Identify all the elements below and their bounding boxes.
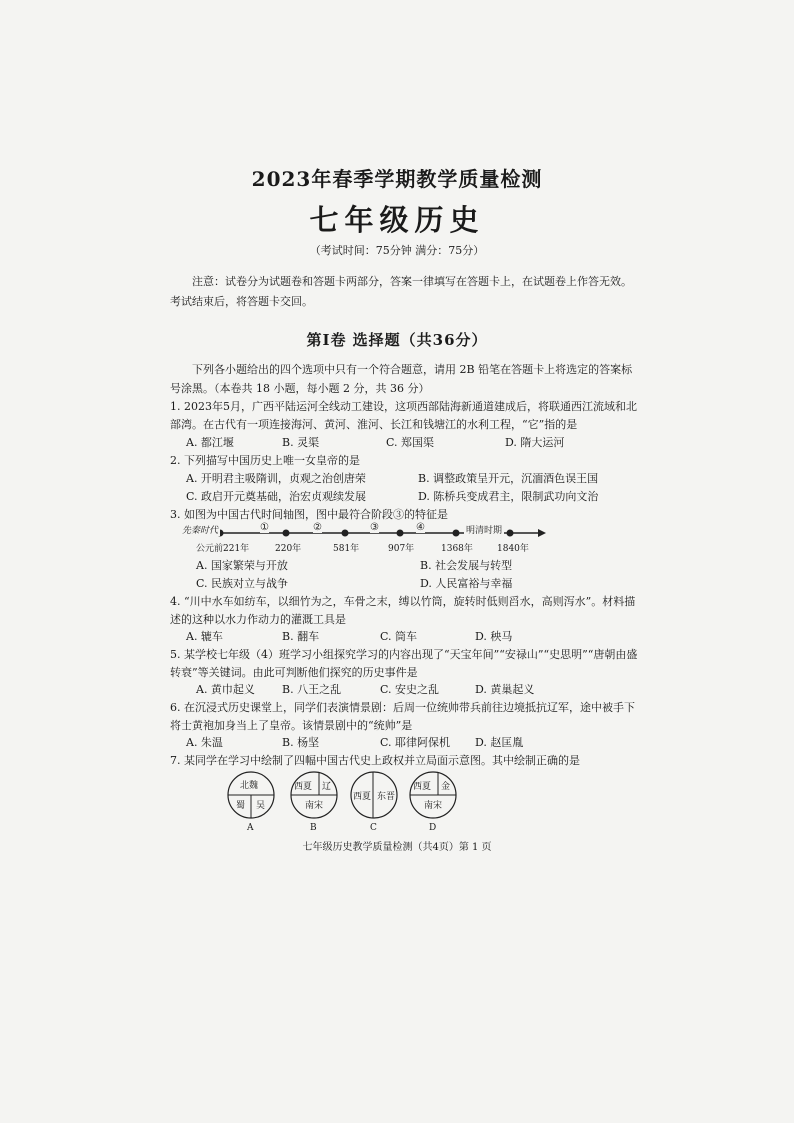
timeline-date-5: 1368年 (441, 544, 473, 554)
timeline-stage-1: ① (260, 522, 269, 533)
question-2-stem: 2. 下列描写中国历史上唯一女皇帝的是 (170, 454, 360, 467)
diagram-b-circle (289, 770, 339, 820)
timeline-stage-2: ② (313, 522, 322, 533)
timeline-stage-4: ④ (416, 522, 425, 533)
question-4-option-b: B. 翻车 (282, 630, 320, 643)
diagram-a-bottom-2: 吴 (256, 801, 266, 811)
question-1-stem: 1. 2023年5月，广西平陆运河全线动工建设，这项西部陆海新通道建成后，将联通西江流域和北部湾。在古代有一项连接海河、黄河、淮河、长江和钱塘江的水利工程，“它”指的是 (170, 400, 637, 431)
question-2-option-d: D. 陈桥兵变成君主，限制武功向文治 (418, 490, 599, 503)
timeline-date-3: 581年 (333, 544, 360, 554)
question-3-option-d: D. 人民富裕与幸福 (420, 577, 513, 590)
question-1-option-a: A. 都江堰 (186, 436, 234, 449)
page-footer: 七年级历史教学质量检测（共4页）第 1 页 (302, 842, 492, 853)
question-3-stem: 3. 如图为中国古代时间轴图，图中最符合阶段③的特征是 (170, 508, 448, 521)
question-4-option-c: C. 筒车 (380, 630, 418, 643)
diagram-c-left: 西夏 (353, 792, 372, 802)
question-3-option-c: C. 民族对立与战争 (196, 577, 289, 590)
timeline-dot-2 (283, 530, 290, 537)
question-3-option-b: B. 社会发展与转型 (420, 559, 513, 572)
timeline-date-6: 1840年 (497, 544, 529, 554)
exam-note: 注意：试卷分为试题卷和答题卡两部分，答案一律填写在答题卡上，在试题卷上作答无效。考试结束后，将答题卡交回。 (170, 275, 632, 308)
question-3-option-a: A. 国家繁荣与开放 (196, 559, 288, 572)
section-instructions: 下列各小题给出的四个选项中只有一个符合题意，请用 2B 铅笔在答题卡上将选定的答案标号涂黑。（本卷共 18 小题，每小题 2 分，共 36 分） (170, 363, 633, 395)
timeline-dot-3 (342, 530, 349, 537)
question-4-option-a: A. 辘车 (186, 630, 223, 643)
question-4-option-d: D. 秧马 (475, 630, 513, 643)
diagram-d-top-2: 金 (441, 782, 451, 792)
question-1-option-d: D. 隋大运河 (505, 436, 565, 449)
question-2-option-c: C. 政启开元奠基础，治宏贞观续发展 (186, 490, 367, 503)
diagram-b-top-1: 西夏 (294, 782, 313, 792)
diagram-d-circle (408, 770, 458, 820)
question-2-option-a: A. 开明君主吸隋训，贞观之治创唐荣 (186, 472, 366, 485)
question-4-stem: 4. “川中水车如纺车，以细竹为之，车骨之末，缚以竹筒，旋转时低则舀水，高则泻水”。材料描述的这种以水力作动力的灌溉工具是 (170, 595, 636, 626)
question-1-option-c: C. 郑国渠 (386, 436, 435, 449)
timeline-date-1: 公元前221年 (196, 544, 250, 554)
timeline-stage-3: ③ (370, 522, 379, 533)
question-7-stem: 7. 某同学在学习中绘制了四幅中国古代史上政权并立局面示意图。其中绘制正确的是 (170, 754, 580, 767)
timeline-date-2: 220年 (275, 544, 302, 554)
diagram-a-top-1: 北魏 (240, 781, 259, 791)
question-6-option-b: B. 杨坚 (282, 736, 320, 749)
question-6-option-c: C. 耶律阿保机 (380, 736, 451, 749)
exam-info: （考试时间：75分钟 满分：75分） (309, 244, 485, 257)
diagram-d-bottom-1: 南宋 (424, 801, 443, 811)
diagram-b-top-2: 辽 (322, 782, 332, 792)
subject-title: 七年级历史 (309, 203, 485, 237)
question-2-option-b: B. 调整政策呈开元，沉湎酒色误王国 (418, 472, 599, 485)
diagram-b-label: B (310, 823, 317, 833)
diagram-c-right: 东晋 (377, 792, 396, 802)
diagram-d-label: D (429, 823, 437, 833)
diagram-a-bottom-1: 蜀 (236, 801, 246, 811)
diagram-c-label: C (370, 823, 377, 833)
diagram-b-bottom-1: 南宋 (305, 801, 324, 811)
timeline-end-label: 明清时期 (464, 523, 504, 536)
timeline-dot-5 (453, 530, 460, 537)
question-5-option-b: B. 八王之乱 (282, 683, 342, 696)
question-6-stem: 6. 在沉浸式历史课堂上，同学们表演情景剧：后周一位统帅带兵前往边境抵抗辽军，途中被手下将士黄袍加身当上了皇帝。该情景剧中的“统帅”是 (170, 701, 635, 732)
question-5-stem: 5. 某学校七年级（4）班学习小组探究学习的内容出现了“天宝年间”“安禄山”“史思明”“唐朝由盛转衰”等关键词。由此可判断他们探究的历史事件是 (170, 648, 638, 679)
diagram-a-label: A (247, 823, 254, 833)
timeline-start-label: 先秦时代 (180, 523, 220, 536)
question-1-option-b: B. 灵渠 (282, 436, 320, 449)
timeline-date-4: 907年 (388, 544, 415, 554)
timeline-dot-6 (507, 530, 514, 537)
exam-title: 2023年春季学期教学质量检测 (251, 167, 543, 191)
question-5-option-a: A. 黄巾起义 (196, 683, 255, 696)
timeline-arrow (538, 529, 546, 537)
timeline-dot-4 (397, 530, 404, 537)
question-5-option-c: C. 安史之乱 (380, 683, 440, 696)
question-6-option-a: A. 朱温 (186, 736, 223, 749)
section-title: 第Ⅰ卷 选择题（共36分） (306, 331, 488, 349)
question-5-option-d: D. 黄巢起义 (475, 683, 535, 696)
question-6-option-d: D. 赵匡胤 (475, 736, 524, 749)
diagram-d-top-1: 西夏 (413, 782, 432, 792)
